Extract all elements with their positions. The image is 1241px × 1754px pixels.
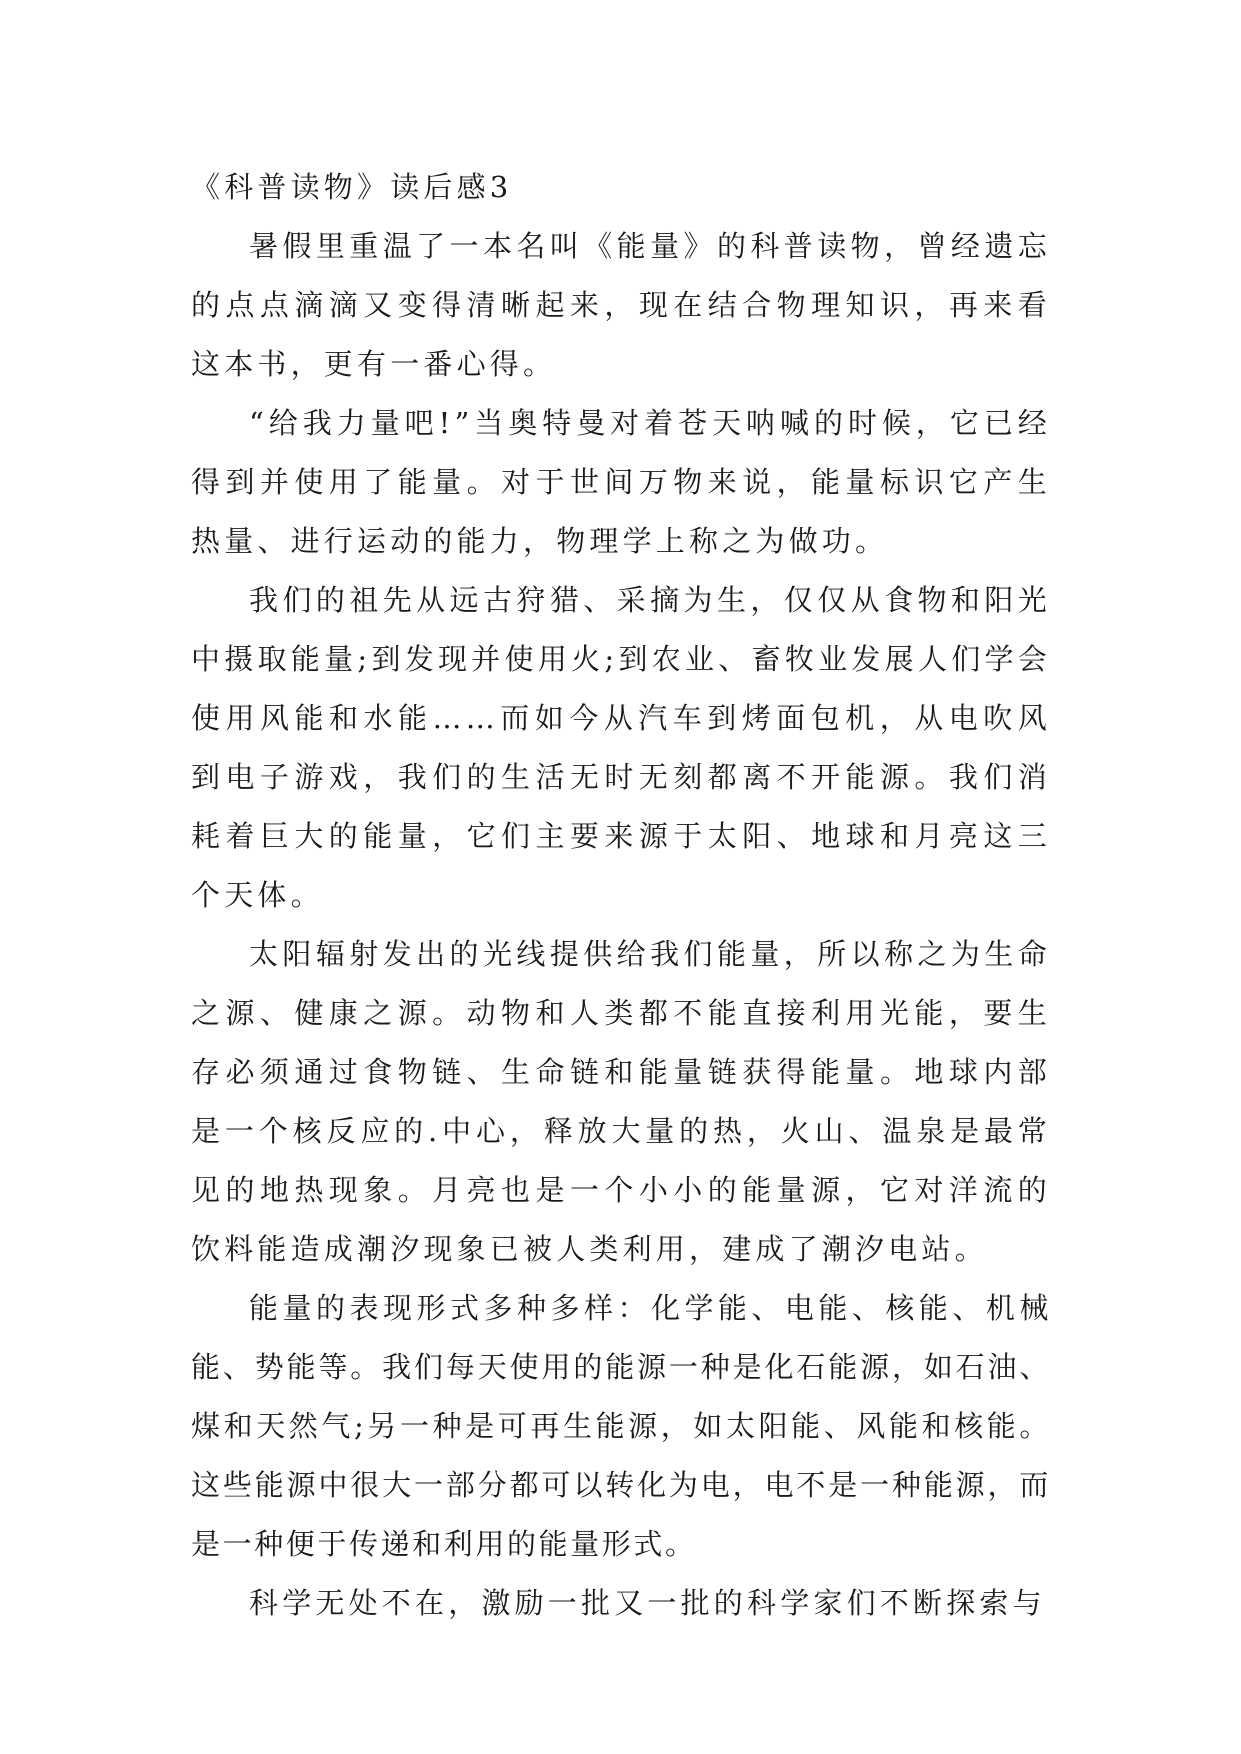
document-body: [191, 158, 1051, 1633]
paragraph-science-everywhere: 科学无处不在，激励一批又一批的科学家们不断探索与: [249, 1586, 1046, 1620]
paragraph-energy-forms: 能量的表现形式多种多样：化学能、电能、核能、机械能、势能等。我们每天使用的能源一种是化石能源，如石油、煤和天然气;另一种是可再生能源，如太阳能、风能和核能。这些能源中很大一部分都可以转化为电，电不是一种能源，而是一种便于传递和利用的能量形式。: [191, 1291, 1051, 1561]
paragraph-energy-definition: “给我力量吧!”当奥特曼对着苍天呐喊的时候，它已经得到并使用了能量。对于世间万物来说，能量标识它产生热量、进行运动的能力，物理学上称之为做功。: [191, 406, 1051, 558]
paragraph-energy-sources: 太阳辐射发出的光线提供给我们能量，所以称之为生命之源、健康之源。动物和人类都不能直接利用光能，要生存必须通过食物链、生命链和能量链获得能量。地球内部是一个核反应的.中心，释放大量的热，火山、温泉是最常见的地热现象。月亮也是一个小小的能量源，它对洋流的饮料能造成潮汐现象已被人类利用，建成了潮汐电站。: [191, 937, 1051, 1266]
document-title: 《科普读物》读后感3: [191, 170, 513, 204]
paragraph-energy-history: 我们的祖先从远古狩猎、采摘为生，仅仅从食物和阳光中摄取能量;到发现并使用火;到农业、畜牧业发展人们学会使用风能和水能……而如今从汽车到烤面包机，从电吹风到电子游戏，我们的生活无时无刻都离不开能源。我们消耗着巨大的能量，它们主要来源于太阳、地球和月亮这三个天体。: [191, 583, 1051, 912]
paragraph-intro: 暑假里重温了一本名叫《能量》的科普读物，曾经遗忘的点点滴滴又变得清晰起来，现在结合物理知识，再来看这本书，更有一番心得。: [191, 229, 1051, 381]
